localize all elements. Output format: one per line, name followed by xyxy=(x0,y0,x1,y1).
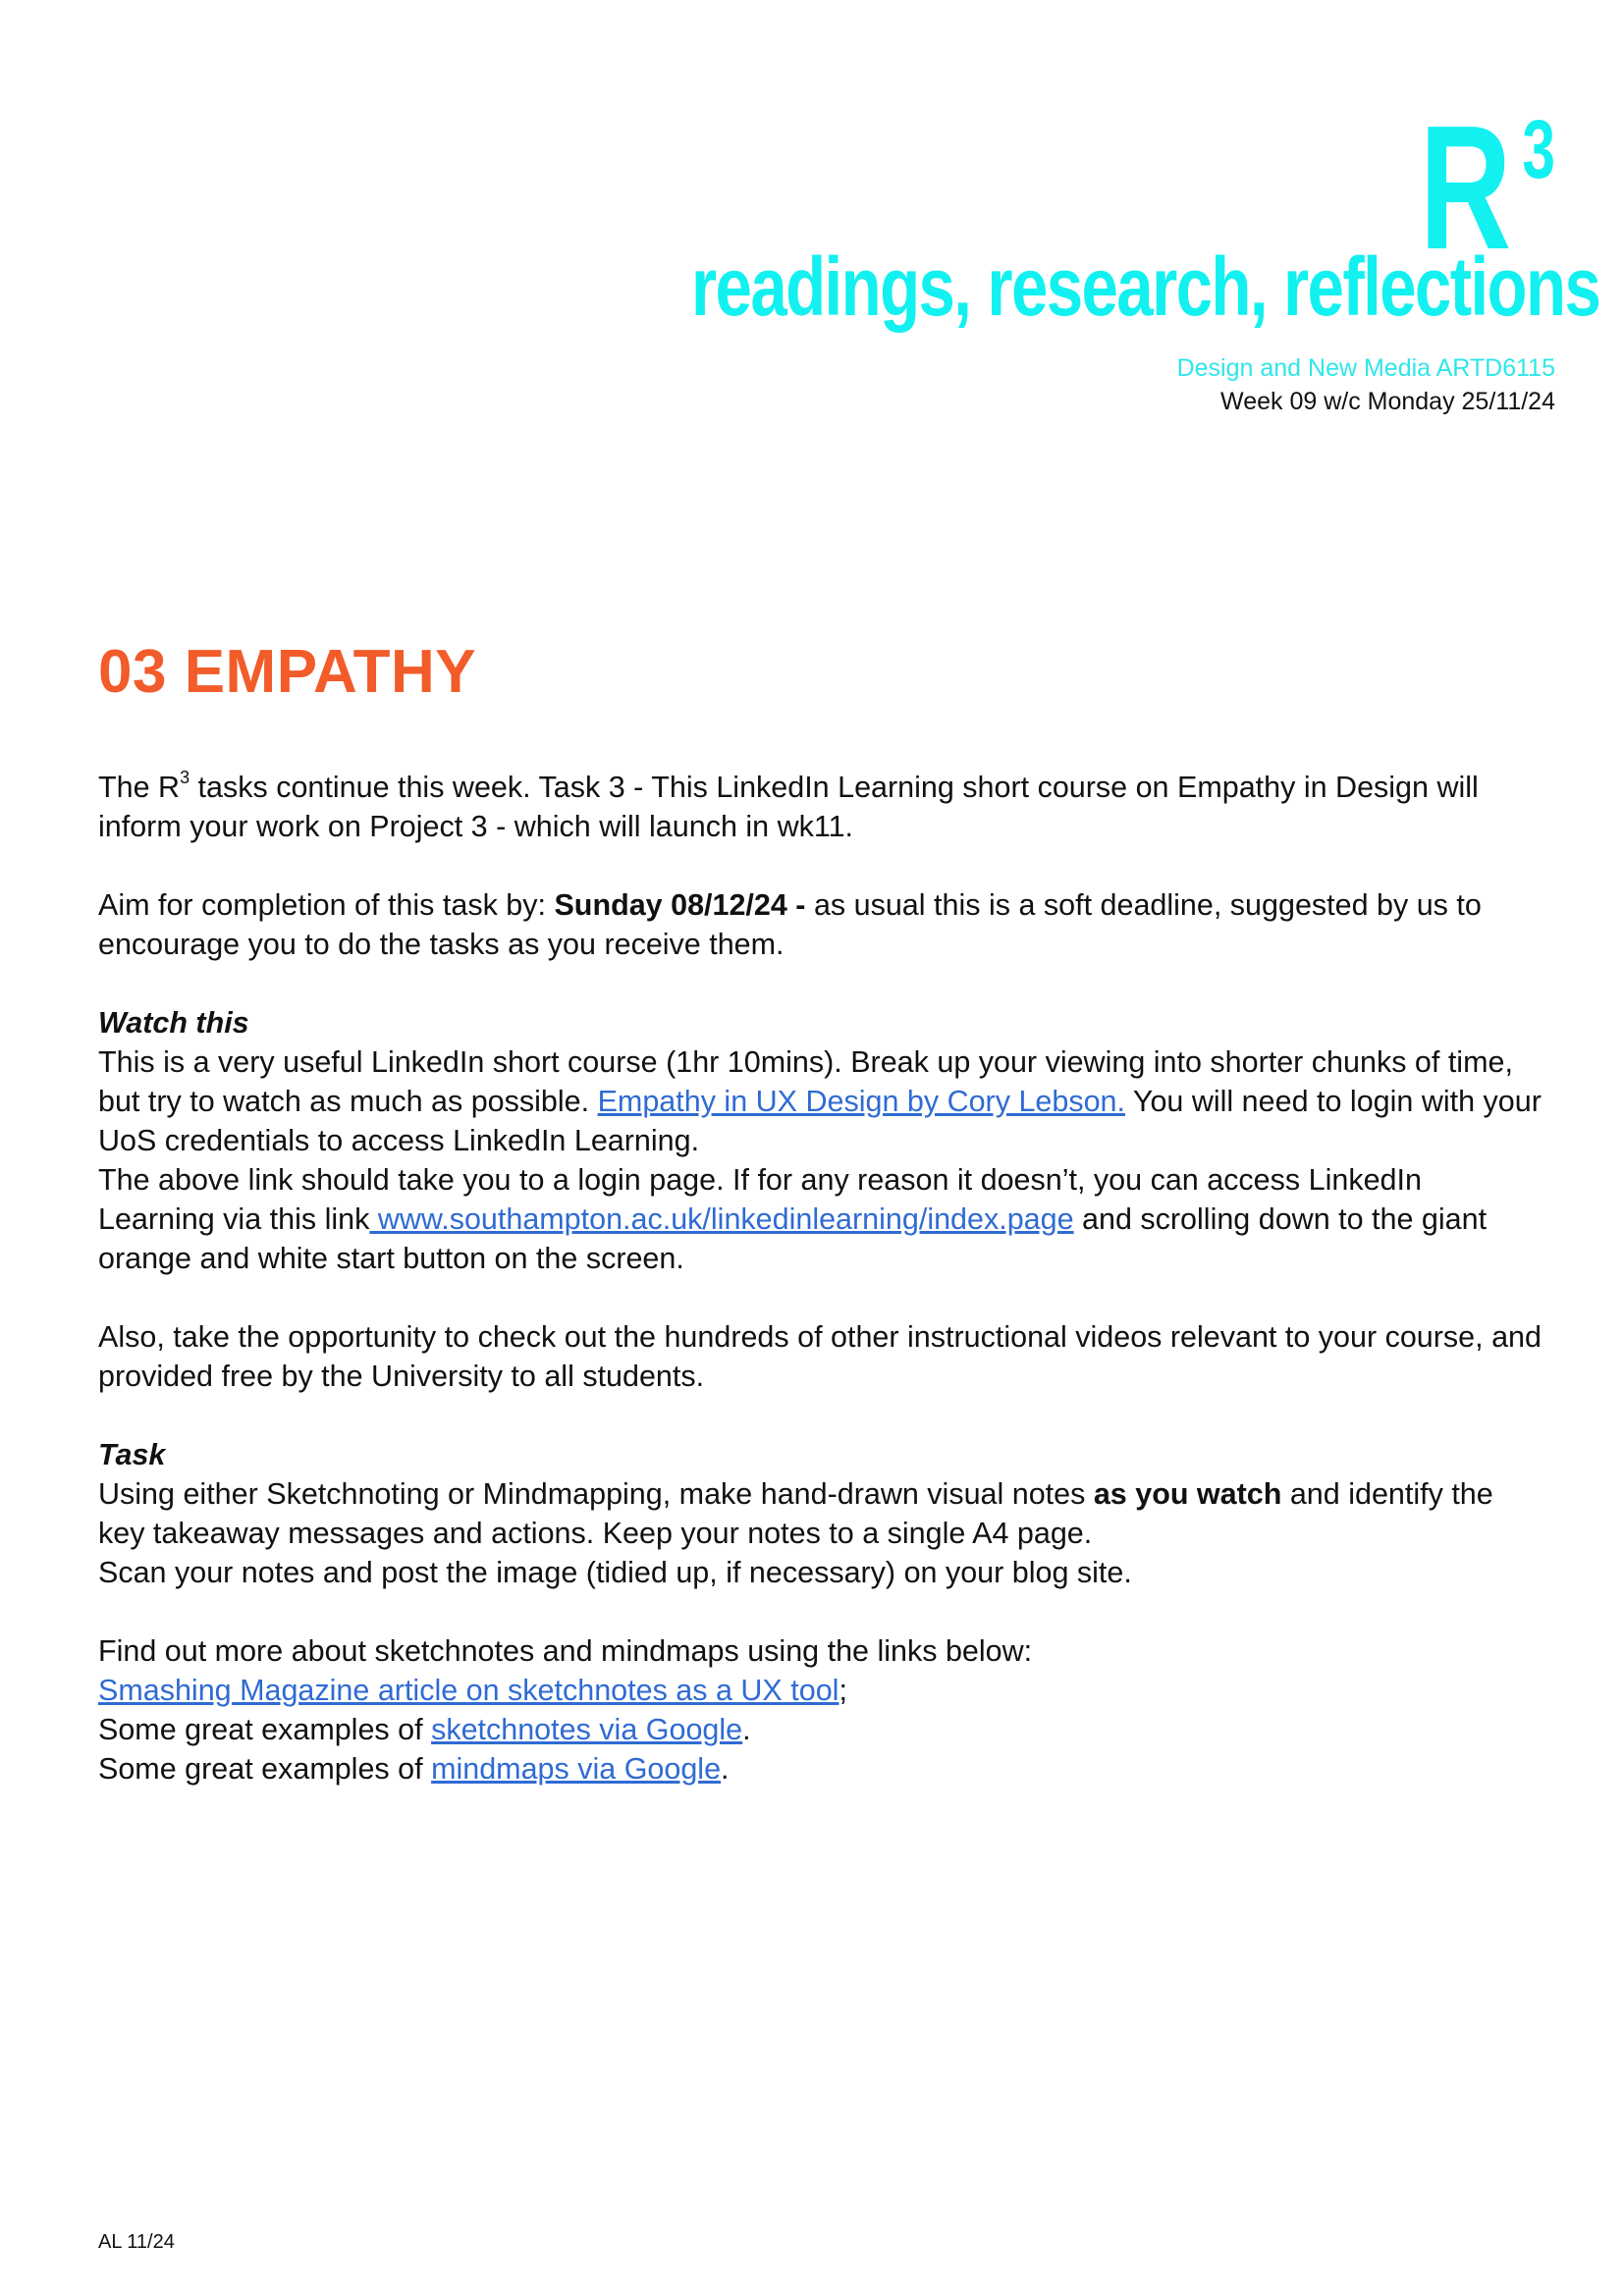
as-you-watch: as you watch xyxy=(1093,1477,1282,1511)
logo-superscript: 3 xyxy=(1522,103,1555,195)
page-title: 03 EMPATHY xyxy=(98,638,477,706)
footer-initials: AL 11/24 xyxy=(98,2231,175,2253)
intro-paragraph: The $R^3$ tasks continue this week. Task 3 - This LinkedIn Learning short course on Empathy in Design will inform your work on Project 3 - which will launch in wk11. xyxy=(98,768,1479,843)
empathy-course-link[interactable]: Empathy in UX Design by Cory Lebson. xyxy=(597,1085,1125,1118)
deadline-paragraph: Aim for completion of this task by: Sunday 08/12/24 - as usual this is a soft deadline, suggested by us to encourage you to do the tasks as you receive them. xyxy=(98,888,1482,961)
more-section: Find out more about sketchnotes and mindmaps using the links below: Smashing Magazine article on sketchnotes as a UX tool; Some great examples of sketchnotes via Google. Some great examples of mindmaps via Google. xyxy=(98,1634,1033,1786)
task-section: Task Using either Sketchnoting or Mindmapping, make hand-drawn visual notes as you watch and identify the key takeaway messages and actions. Keep your notes to a single A4 page. Scan your notes and post the image (tidied up, if necessary) on your blog site. xyxy=(98,1438,1493,1589)
mindmaps-google-link[interactable]: mindmaps via Google xyxy=(431,1752,722,1786)
superscript-3: 3 xyxy=(180,768,190,787)
course-name: Design and New Media ARTD6115 xyxy=(1176,354,1555,382)
watch-label: Watch this xyxy=(98,1006,249,1040)
masthead xyxy=(475,89,1600,418)
also-paragraph: Also, take the opportunity to check out the hundreds of other instructional videos relevant to your course, and provided free by the University to all students. xyxy=(98,1320,1542,1393)
task-label: Task xyxy=(98,1438,166,1471)
main-content xyxy=(98,768,1542,1828)
sketchnotes-google-link[interactable]: sketchnotes via Google xyxy=(431,1713,743,1746)
deadline-date: Sunday 08/12/24 - xyxy=(554,888,806,922)
tagline: readings, research, reflections xyxy=(691,240,1600,333)
linkedin-learning-link[interactable]: www.southampton.ac.uk/linkedinlearning/index.page xyxy=(369,1202,1074,1236)
smashing-magazine-link[interactable]: Smashing Magazine article on sketchnotes as a UX tool xyxy=(98,1674,839,1707)
week-info: Week 09 w/c Monday 25/11/24 xyxy=(1220,388,1555,415)
logo-letter: R xyxy=(1419,89,1512,287)
watch-section: Watch this This is a very useful LinkedIn short course (1hr 10mins). Break up your viewing into shorter chunks of time, but try to watch as much as possible. Empathy in UX Design by Cory Lebson. You will need to login with your UoS credentials to access LinkedIn Learning. The above link should take you to a login page. If for any reason it doesn’t, you can access LinkedIn Learning via this link www.southampton.ac.uk/linkedinlearning/index.page and scrolling down to the giant orange and white start button on the screen. xyxy=(98,1006,1542,1275)
